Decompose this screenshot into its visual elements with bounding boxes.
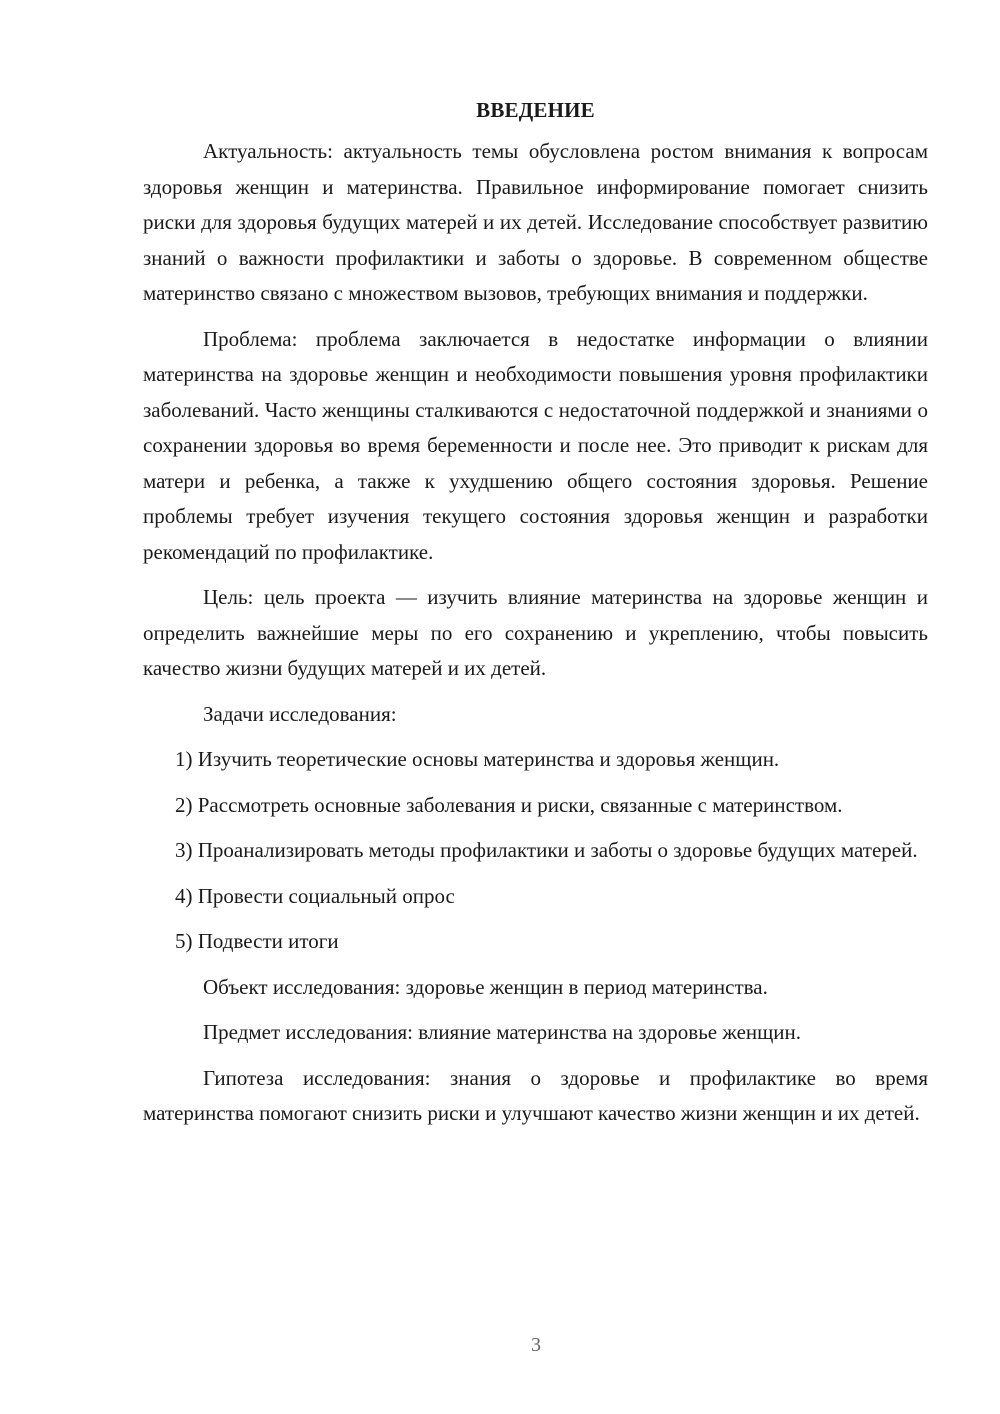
task-item: 5) Подвести итоги: [175, 929, 339, 953]
paragraph-problem: Проблема: проблема заключается в недостатке информации о влиянии материнства на здоровье женщин и необходимости повышения уровня профилактики заболеваний. Часто женщины сталкиваются с недостаточной поддержкой и знаниями о сохранении здоровья во время беременности и после нее. Это приводит к рискам для матери и ребенка, а также к ухудшению общего состояния здоровья. Решение проблемы требует изучения текущего состояния здоровья женщин и разработки рекомендаций по профилактике.: [143, 326, 928, 564]
task-item: 2) Рассмотреть основные заболевания и риски, связанные с материнством.: [175, 792, 843, 817]
research-object: Объект исследования: здоровье женщин в период материнства.: [203, 974, 768, 999]
tasks-heading: Задачи исследования:: [203, 701, 397, 726]
document-body: [143, 93, 928, 1142]
research-hypothesis: Гипотеза исследования: знания о здоровье и профилактике во время материнства помогают снизить риски и улучшают качество жизни женщин и их детей.: [143, 1065, 928, 1125]
research-subject: Предмет исследования: влияние материнства на здоровье женщин.: [203, 1020, 802, 1044]
task-item: 3) Проанализировать методы профилактики и заботы о здоровье будущих матерей.: [175, 838, 918, 862]
paragraph-goal: Цель: цель проекта — изучить влияние материнства на здоровье женщин и определить важнейшие меры по его сохранению и укреплению, чтобы повысить качество жизни будущих матерей и их детей.: [143, 585, 928, 680]
paragraph-relevance: Актуальность: актуальность темы обусловлена ростом внимания к вопросам здоровья женщин и материнства. Правильное информирование помогает снизить риски для здоровья будущих матерей и их детей. Исследование способствует развитию знаний о важности профилактики и заботы о здоровье. В современном обществе материнство связано с множеством вызовов, требующих внимания и поддержки.: [143, 139, 928, 305]
task-item: 4) Провести социальный опрос: [175, 883, 455, 908]
task-item: 1) Изучить теоретические основы материнства и здоровья женщин.: [175, 747, 780, 771]
page-number: 3: [531, 1334, 541, 1356]
page-title: ВВЕДЕНИЕ: [476, 98, 595, 122]
